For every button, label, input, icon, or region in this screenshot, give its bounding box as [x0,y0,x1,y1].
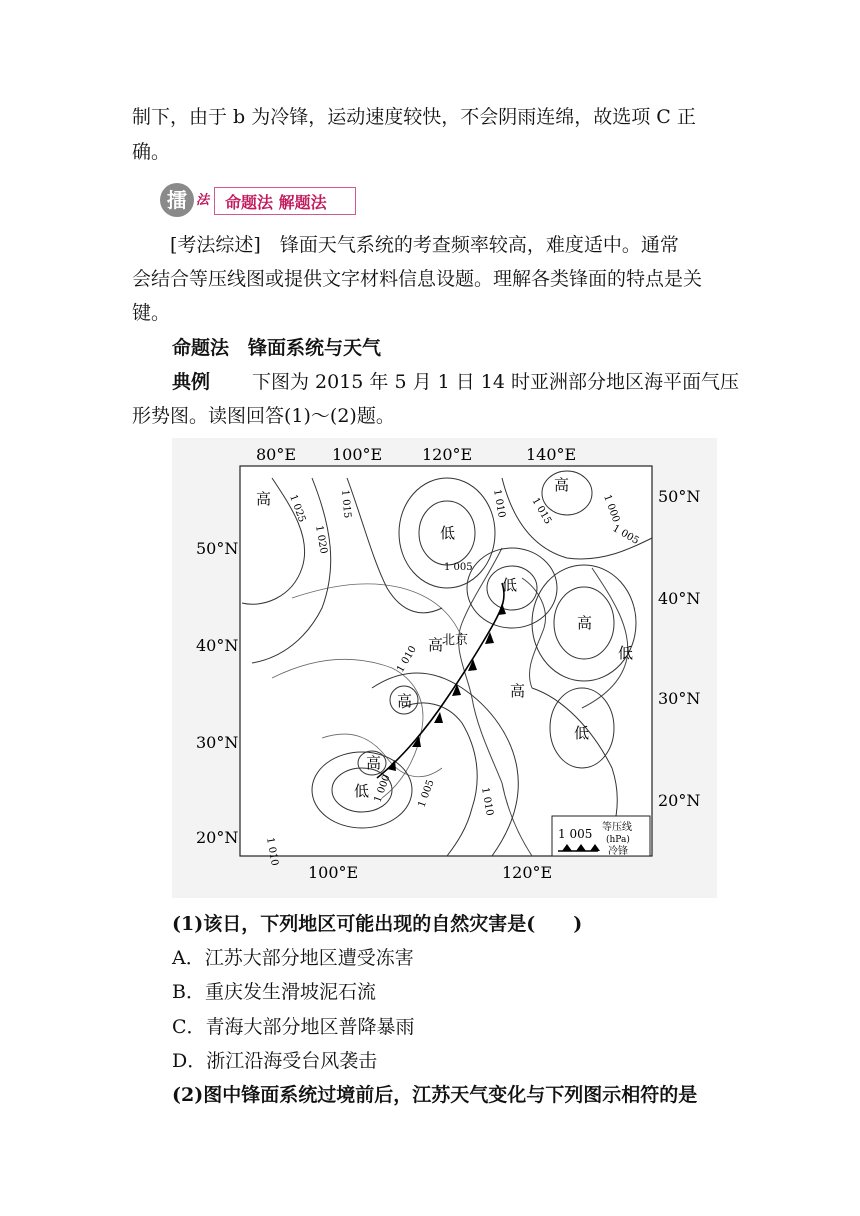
low-marker: 低 [440,524,456,542]
left-label-30: 30°N [196,733,239,752]
high-marker: 高 [256,490,272,508]
svg-text:1 010: 1 010 [491,488,507,519]
svg-text:1 010: 1 010 [264,836,280,867]
option-a: A．江苏大部分地区遭受冻害 [172,947,414,969]
low-marker: 低 [574,724,590,742]
svg-text:1 015: 1 015 [529,496,554,527]
high-marker: 高 [510,682,526,700]
low-marker: 低 [502,576,518,594]
option-c: C．青海大部分地区普降暴雨 [172,1016,415,1038]
svg-text:1 000: 1 000 [601,493,622,524]
example-line-2: 形势图。读图回答(1)～(2)题。 [132,405,395,427]
left-label-40: 40°N [196,636,239,655]
low-marker: 低 [354,782,370,800]
svg-text:1 005: 1 005 [444,562,473,573]
high-marker: 高 [397,692,413,710]
top-label-80: 80°E [256,445,297,464]
svg-text:1 010: 1 010 [479,786,495,817]
top-label-140: 140°E [526,445,577,464]
text-line-2: 确。 [132,141,171,163]
question-2: (2)图中锋面系统过境前后，江苏天气变化与下列图示相符的是 [172,1084,698,1106]
high-marker: 高 [554,476,570,494]
right-label-40: 40°N [658,589,701,608]
right-label-20: 20°N [658,791,701,810]
svg-text:1 025: 1 025 [287,493,308,524]
question-1: (1)该日，下列地区可能出现的自然灾害是( ) [172,913,583,935]
bottom-label-100: 100°E [308,863,359,882]
svg-text:1 010: 1 010 [395,644,419,675]
example-label: 典例 [172,371,211,393]
svg-text:冷锋: 冷锋 [608,846,628,857]
top-label-100: 100°E [332,445,383,464]
badge-title: 命题法 解题法 [225,193,327,212]
beijing-label: 北京 [442,633,469,648]
section-badge [160,183,356,217]
badge-icon: 擂 [160,183,194,217]
top-label-120: 120°E [422,445,473,464]
pressure-map [172,438,717,898]
high-marker: 高 [366,754,382,772]
summary-line-2: 会结合等压线图或提供文字材料信息设题。理解各类锋面的特点是关 [132,268,703,290]
svg-text:1 005: 1 005 [558,827,593,841]
method-heading: 命题法 锋面系统与天气 [172,337,382,359]
bottom-label-120: 120°E [502,863,553,882]
summary-line-1: [考法综述] 锋面天气系统的考查频率较高，难度适中。通常 [170,234,679,256]
svg-text:1 005: 1 005 [610,523,641,547]
summary-line-3: 键。 [132,302,171,324]
svg-text:1 005: 1 005 [416,778,437,810]
text-line-1: 制下，由于 b 为冷锋，运动速度较快，不会阴雨连绵，故选项 C 正 [132,106,696,128]
example-line-1: 下图为 2015 年 5 月 1 日 14 时亚洲部分地区海平面气压 [252,371,740,393]
option-b: B．重庆发生滑坡泥石流 [172,981,376,1003]
badge-title-box [214,187,356,215]
svg-text:等压线: 等压线 [602,822,632,833]
high-marker: 高 [428,636,444,654]
svg-text:(hPa): (hPa) [606,835,630,845]
badge-tag: 法 [196,193,210,208]
option-d: D．浙江沿海受台风袭击 [172,1050,378,1072]
right-label-50: 50°N [658,487,701,506]
left-label-50: 50°N [196,539,239,558]
svg-text:1 020: 1 020 [313,524,329,555]
svg-text:1 015: 1 015 [339,489,353,519]
pressure-map-svg [172,438,717,898]
high-marker: 高 [577,614,593,632]
low-marker: 低 [618,644,634,662]
left-label-20: 20°N [196,828,239,847]
svg-text:1 000: 1 000 [372,773,393,805]
right-label-30: 30°N [658,689,701,708]
